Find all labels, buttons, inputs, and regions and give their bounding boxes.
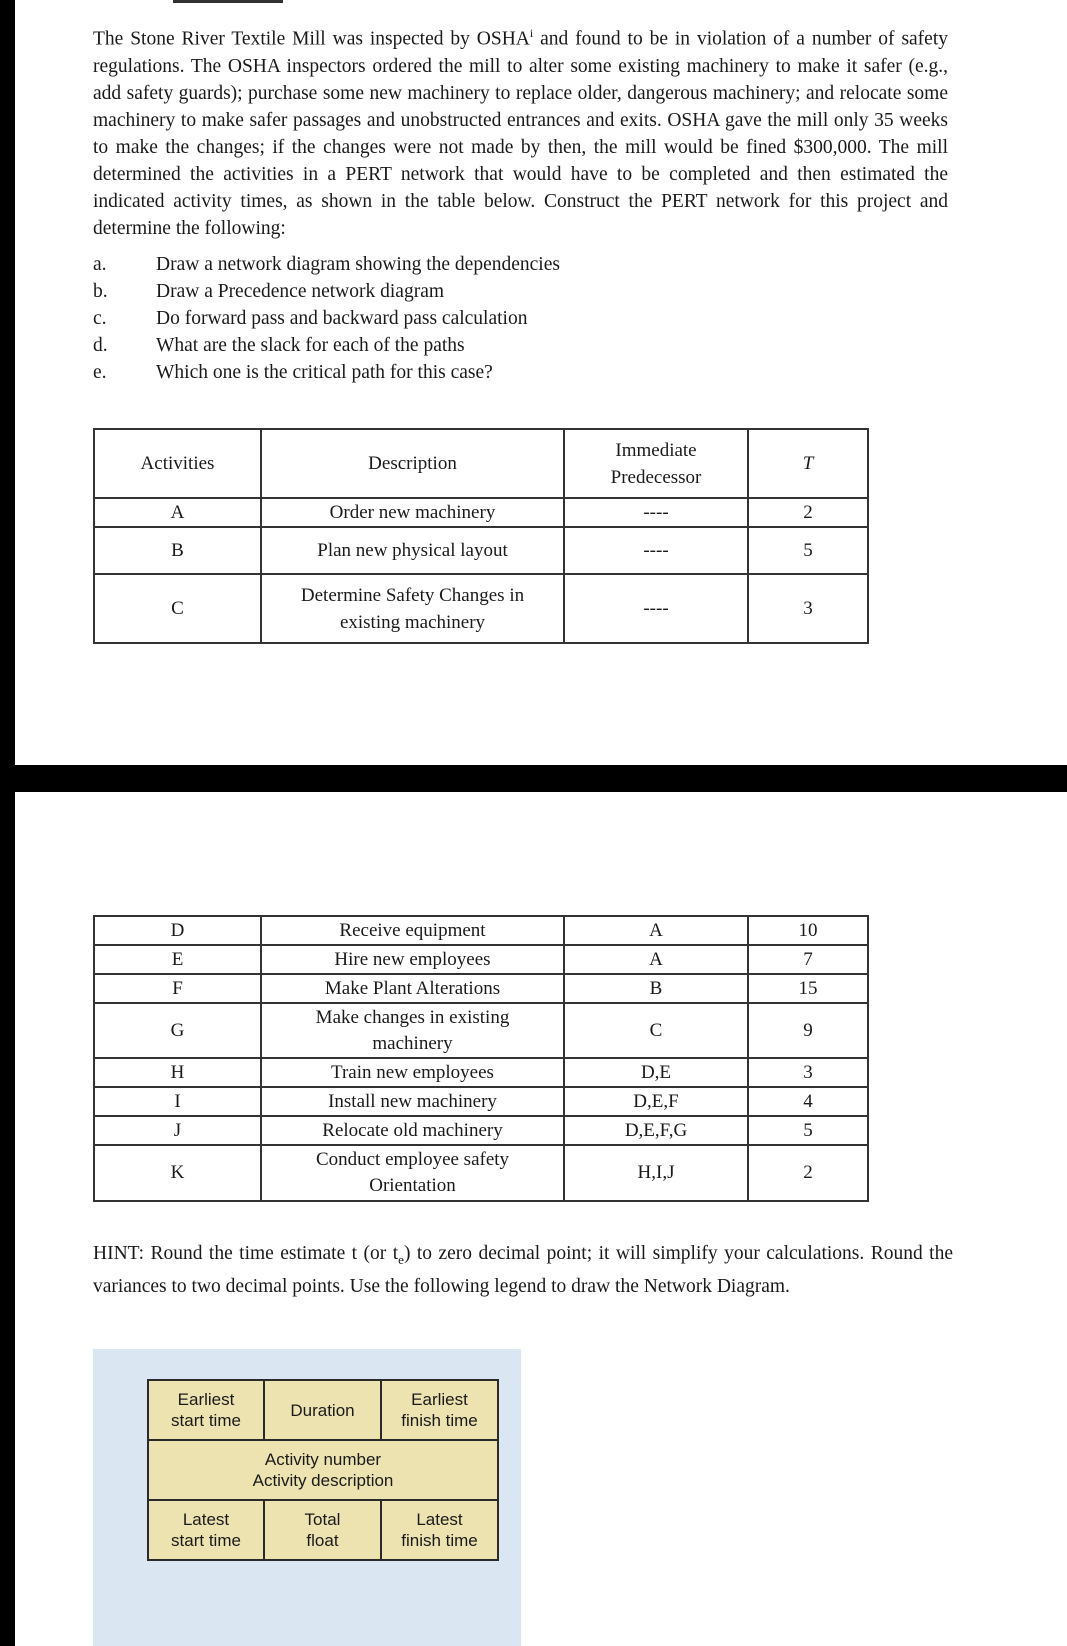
header-description: Description <box>261 429 564 498</box>
legend-latest-start: Latest start time <box>148 1500 264 1560</box>
table-row: J Relocate old machinery D,E,F,G 5 <box>94 1116 868 1145</box>
table-row: C Determine Safety Changes in existing machinery ---- 3 <box>94 574 868 643</box>
table-row: K Conduct employee safety Orientation H,I,J 2 <box>94 1145 868 1201</box>
table-row: F Make Plant Alterations B 15 <box>94 974 868 1003</box>
activity-table-top <box>93 428 869 644</box>
footnote-mark: i <box>529 26 534 40</box>
problem-statement: The Stone River Textile Mill was inspected by OSHA$^i$ and found to be in violation of a number of safety regulations. The OSHA inspectors ordered the mill to alter some existing machinery to make it safer (e.g., add safety guards); purchase some new machinery to replace older, dangerous machinery; and relocate some machinery to make safer passages and unobstructed entrances and exits. OSHA gave the mill only 35 weeks to make the changes; if the changes were not made by then, the mill would be fined $300,000. The mill determined the activities in a PERT network that would have to be completed and then estimated the indicated activity times, as shown in the table below. Construct the PERT network for this project and determine the following: <box>93 26 949 239</box>
heading-underline-fragment <box>173 0 283 3</box>
table-row: H Train new employees D,E 3 <box>94 1058 868 1087</box>
legend-latest-finish: Latest finish time <box>381 1500 498 1560</box>
table-row: B Plan new physical layout ---- 5 <box>94 527 868 574</box>
activity-table-bottom <box>93 915 869 1202</box>
node-legend <box>147 1379 499 1561</box>
legend-duration: Duration <box>264 1380 381 1440</box>
legend-activity: Activity number Activity description <box>148 1440 498 1500</box>
header-activities: Activities <box>94 429 261 498</box>
table-row: D Receive equipment A 10 <box>94 916 868 945</box>
header-t: T <box>748 429 868 498</box>
hint-text: HINT: Round the time estimate t (or $t_e$) to zero decimal point; it will simplify your calculations. Round the variances to two decimal points. Use the following legend to draw the Network Diagram. <box>93 1243 953 1297</box>
table-row: E Hire new employees A 7 <box>94 945 868 974</box>
table-row: G Make changes in existing machinery C 9 <box>94 1003 868 1058</box>
legend-total-float: Total float <box>264 1500 381 1560</box>
table-row: I Install new machinery D,E,F 4 <box>94 1087 868 1116</box>
header-predecessor: Immediate Predecessor <box>564 429 748 498</box>
table-row: A Order new machinery ---- 2 <box>94 498 868 527</box>
legend-earliest-finish: Earliest finish time <box>381 1380 498 1440</box>
table-header-row <box>94 429 868 498</box>
legend-earliest-start: Earliest start time <box>148 1380 264 1440</box>
